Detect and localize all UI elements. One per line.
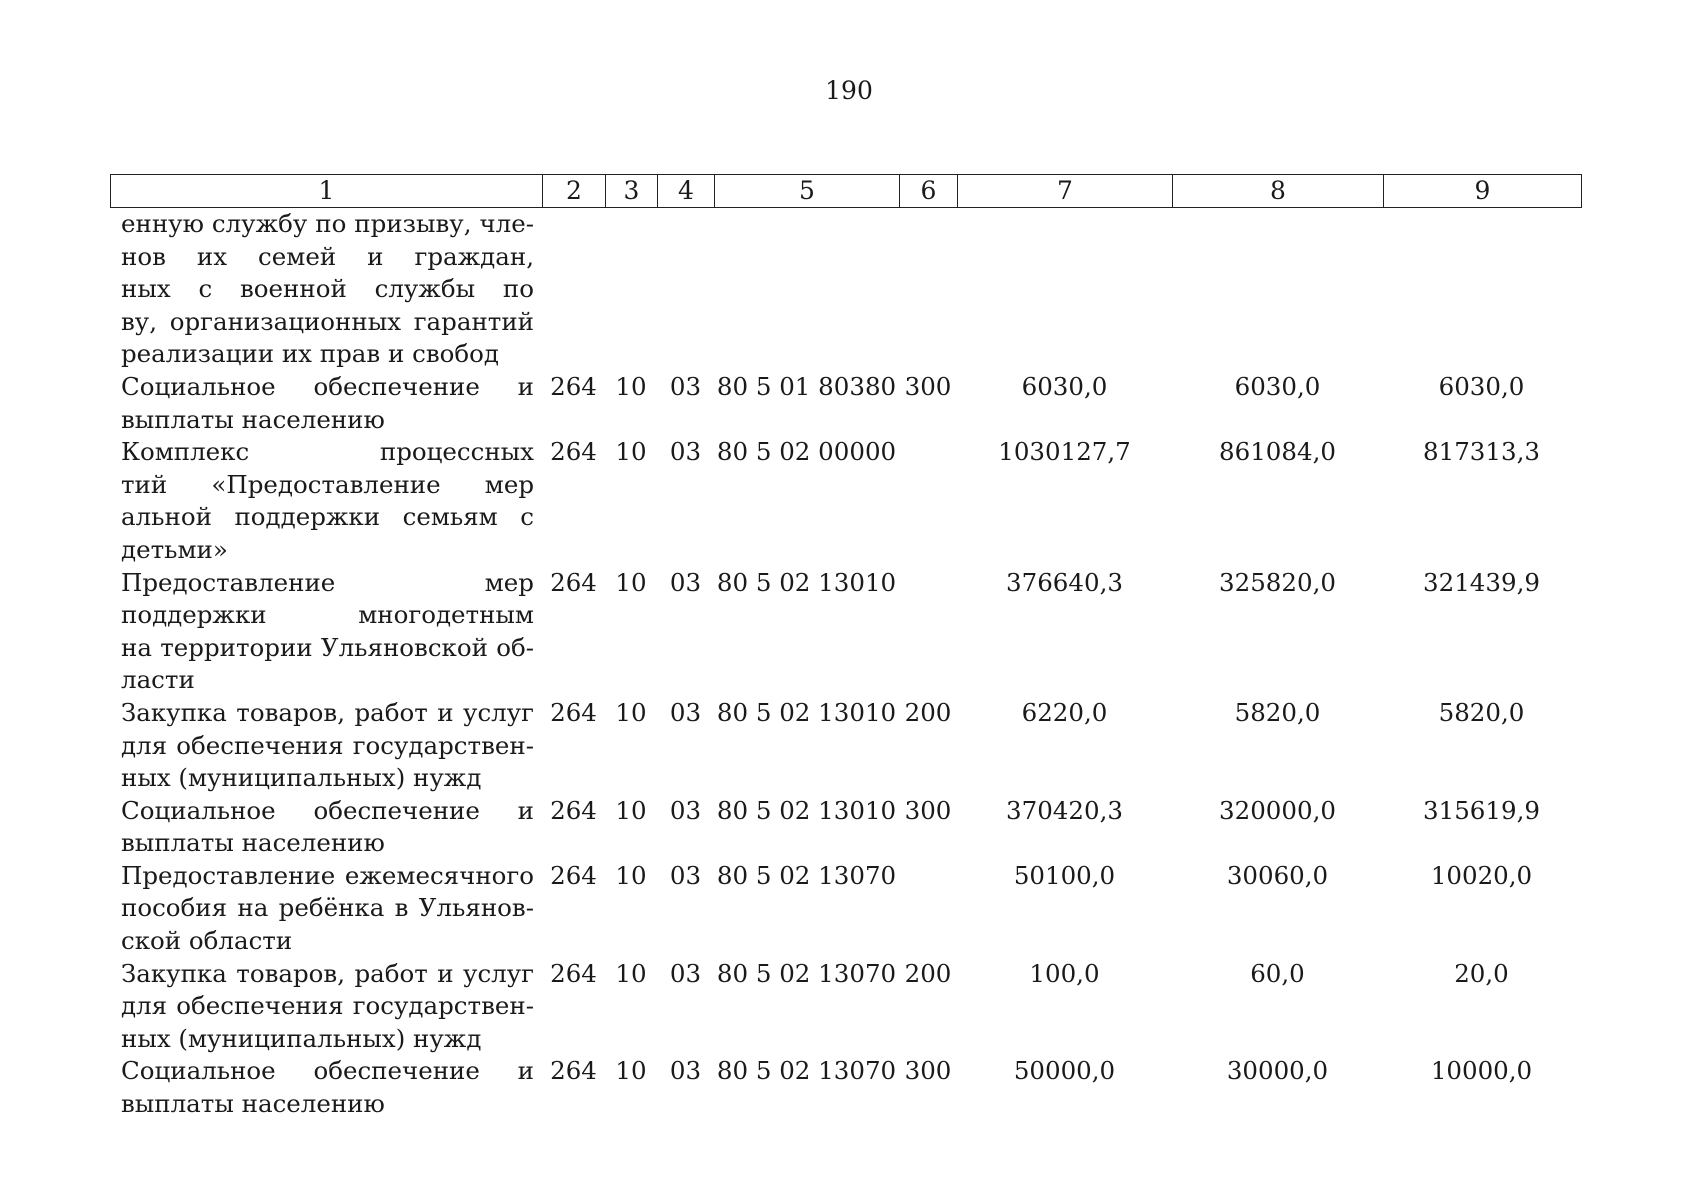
description-line: Социальное обеспечение и xyxy=(121,795,534,825)
amount-year-2: 325820,0 xyxy=(1219,567,1336,597)
table-header xyxy=(110,174,1582,208)
row-description xyxy=(110,371,542,436)
ministry-code: 264 xyxy=(550,437,597,467)
target-article-code: 80 5 02 13070 xyxy=(716,958,897,988)
amount-year-2: 30000,0 xyxy=(1226,1056,1329,1086)
amount-year-1: 6220,0 xyxy=(1021,697,1108,727)
amount-year-3: 20,0 xyxy=(1454,958,1509,988)
expense-type-code: 200 xyxy=(904,958,952,988)
header-col-3: 3 xyxy=(606,175,658,207)
description-line: Социальное обеспечение и xyxy=(121,371,534,401)
expense-type-code: 300 xyxy=(904,795,952,825)
amount-year-2: 861084,0 xyxy=(1219,437,1336,467)
row-description xyxy=(110,436,542,566)
expense-type-code xyxy=(899,208,957,371)
header-col-6: 6 xyxy=(900,175,958,207)
row-description xyxy=(110,958,542,1056)
target-article-code xyxy=(714,208,899,371)
amount-year-3: 5820,0 xyxy=(1438,697,1525,727)
target-article-code: 80 5 02 00000 xyxy=(716,437,897,467)
description-line: ных (муниципальных) нужд xyxy=(121,1023,482,1053)
expense-type-code: 300 xyxy=(904,371,952,401)
description-line: ных с военной службы по xyxy=(121,274,534,304)
amount-year-1: 1030127,7 xyxy=(998,437,1131,467)
description-line: для обеспечения государствен- xyxy=(121,730,534,760)
description-line: ных (муниципальных) нужд xyxy=(121,763,482,793)
description-line: для обеспечения государствен- xyxy=(121,991,534,1021)
amount-year-2: 320000,0 xyxy=(1219,795,1336,825)
amount-year-3: 10000,0 xyxy=(1430,1056,1533,1086)
header-col-5: 5 xyxy=(715,175,900,207)
amount-year-2: 6030,0 xyxy=(1234,371,1321,401)
subsection-code: 03 xyxy=(669,437,702,467)
description-line: пособия на ребёнка в Ульянов- xyxy=(121,893,534,923)
target-article-code: 80 5 02 13010 xyxy=(716,795,897,825)
description-line: ласти xyxy=(121,665,195,695)
section-code: 10 xyxy=(615,860,647,890)
ministry-code: 264 xyxy=(550,958,597,988)
section-code: 10 xyxy=(615,697,647,727)
subsection-code xyxy=(657,208,714,371)
section-code: 10 xyxy=(615,567,647,597)
section-code: 10 xyxy=(615,795,647,825)
description-line: выплаты населению xyxy=(121,404,385,434)
expense-type-code xyxy=(899,567,957,697)
row-description xyxy=(110,697,542,795)
subsection-code: 03 xyxy=(669,567,702,597)
description-line: енную службу по призыву, чле- xyxy=(121,209,534,238)
description-line: поддержки многодетным xyxy=(121,600,534,630)
ministry-code: 264 xyxy=(550,567,597,597)
subsection-code: 03 xyxy=(669,958,702,988)
table-row xyxy=(110,795,1580,860)
header-col-8: 8 xyxy=(1173,175,1384,207)
amount-year-1: 50000,0 xyxy=(1013,1056,1116,1086)
description-line: нов их семей и граждан, xyxy=(121,241,534,271)
expense-type-code xyxy=(899,436,957,566)
description-line: выплаты населению xyxy=(121,1089,385,1119)
description-line: Комплекс процессных xyxy=(121,437,534,467)
subsection-code: 03 xyxy=(669,371,702,401)
subsection-code: 03 xyxy=(669,1056,702,1086)
row-description xyxy=(110,567,542,697)
amount-year-2: 60,0 xyxy=(1250,958,1305,988)
description-line: Предоставление ежемесячного xyxy=(121,860,534,890)
target-article-code: 80 5 02 13010 xyxy=(716,697,897,727)
ministry-code xyxy=(542,208,605,371)
table-row xyxy=(110,567,1580,697)
section-code: 10 xyxy=(615,371,647,401)
subsection-code: 03 xyxy=(669,860,702,890)
amount-year-1: 100,0 xyxy=(1029,958,1100,988)
table-row xyxy=(110,697,1580,795)
table-row xyxy=(110,860,1580,958)
description-line: Предоставление мер xyxy=(121,567,534,597)
ministry-code: 264 xyxy=(550,860,597,890)
target-article-code: 80 5 02 13010 xyxy=(716,567,897,597)
expense-type-code xyxy=(899,860,957,958)
description-line: Закупка товаров, работ и услуг xyxy=(121,697,534,727)
ministry-code: 264 xyxy=(550,371,597,401)
amount-year-3: 321439,9 xyxy=(1423,567,1540,597)
header-col-2: 2 xyxy=(543,175,606,207)
description-line: на территории Ульяновской об- xyxy=(121,632,534,662)
table-row xyxy=(110,1055,1580,1120)
subsection-code: 03 xyxy=(669,795,702,825)
amount-year-1: 6030,0 xyxy=(1021,371,1108,401)
amount-year-1: 376640,3 xyxy=(1006,567,1123,597)
description-line: детьми» xyxy=(121,534,228,564)
row-description xyxy=(110,795,542,860)
description-line: Закупка товаров, работ и услуг xyxy=(121,958,534,988)
description-line: ской области xyxy=(121,926,293,956)
amount-year-3 xyxy=(1383,208,1580,371)
row-description xyxy=(110,208,542,371)
row-description xyxy=(110,860,542,958)
description-line: Социальное обеспечение и xyxy=(121,1056,534,1086)
section-code xyxy=(605,208,657,371)
ministry-code: 264 xyxy=(550,697,597,727)
expense-type-code: 200 xyxy=(904,697,952,727)
ministry-code: 264 xyxy=(550,1056,597,1086)
table-row xyxy=(110,208,1580,371)
table-row xyxy=(110,958,1580,1056)
table-row xyxy=(110,371,1580,436)
table-body xyxy=(110,208,1580,1121)
description-line: ву, организационных гарантий xyxy=(121,306,534,336)
section-code: 10 xyxy=(615,437,647,467)
description-line: тий «Предоставление мер xyxy=(121,469,534,499)
header-col-9: 9 xyxy=(1474,176,1491,205)
header-col-4: 4 xyxy=(658,175,715,207)
amount-year-3: 817313,3 xyxy=(1423,437,1540,467)
amount-year-2: 5820,0 xyxy=(1234,697,1321,727)
amount-year-1: 370420,3 xyxy=(1006,795,1123,825)
description-line: выплаты населению xyxy=(121,828,385,858)
subsection-code: 03 xyxy=(669,697,702,727)
expense-type-code: 300 xyxy=(904,1056,952,1086)
amount-year-3: 6030,0 xyxy=(1438,371,1525,401)
header-col-1: 1 xyxy=(111,175,543,207)
header-col-7: 7 xyxy=(958,175,1173,207)
target-article-code: 80 5 02 13070 xyxy=(716,1056,897,1086)
amount-year-3: 315619,9 xyxy=(1423,795,1540,825)
row-description xyxy=(110,1055,542,1120)
amount-year-3: 10020,0 xyxy=(1430,860,1533,890)
page-number: 190 xyxy=(825,76,873,105)
ministry-code: 264 xyxy=(550,795,597,825)
amount-year-1 xyxy=(957,208,1172,371)
description-line: альной поддержки семьям с xyxy=(121,502,534,532)
section-code: 10 xyxy=(615,1056,647,1086)
target-article-code: 80 5 02 13070 xyxy=(716,860,897,890)
amount-year-2 xyxy=(1172,208,1383,371)
section-code: 10 xyxy=(615,958,647,988)
table-row xyxy=(110,436,1580,566)
description-line: реализации их прав и свобод xyxy=(121,339,499,369)
target-article-code: 80 5 01 80380 xyxy=(716,371,897,401)
amount-year-1: 50100,0 xyxy=(1013,860,1116,890)
amount-year-2: 30060,0 xyxy=(1226,860,1329,890)
